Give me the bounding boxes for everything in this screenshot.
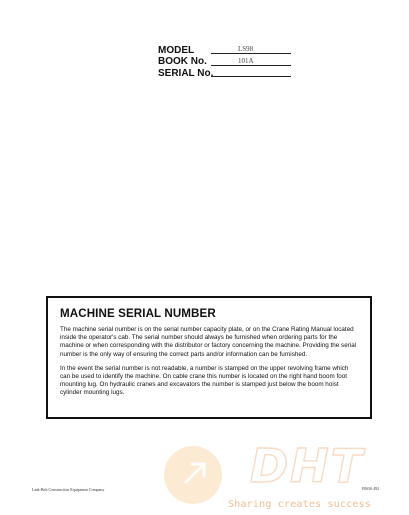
book-number-row — [158, 56, 298, 68]
watermark-logo-text: DHT — [250, 442, 365, 486]
serial-box-paragraph-2: In the event the serial number is not readable, a number is stamped on the upper revolving frame which can be used to identify the machine. On cable crane this number is located on the right hand boom foot mounting lug. On hydraulic cranes and excavators the number is stamped just below the boom hoist cylinder mounting lugs. — [60, 364, 349, 397]
arrow-up-right-icon — [180, 458, 210, 488]
model-row — [158, 44, 298, 56]
watermark-tagline: Sharing creates success — [228, 499, 372, 510]
serial-number-row — [158, 67, 298, 79]
serial-number-field — [211, 68, 291, 77]
book-number-label: BOOK No. — [158, 56, 207, 67]
model-field: LS98 — [211, 45, 291, 54]
serial-number-label: SERIAL No. — [158, 67, 214, 79]
machine-serial-number-box — [46, 296, 372, 419]
serial-box-paragraph-1: The machine serial number is on the serial number capacity plate, or on the Crane Rating Manual located inside the operator's cab. The serial number should always be furnished when ordering parts for the machine or when corresponding with the distributor or factory concerning the machine. Providing the serial number is the only way of ensuring the correct parts and/or information can be furnished. — [60, 326, 357, 358]
book-number-field: 101A — [211, 57, 291, 66]
footer-form-number: F0656 492 — [362, 486, 380, 491]
model-label: MODEL — [158, 44, 195, 56]
serial-box-title: MACHINE SERIAL NUMBER — [60, 307, 216, 320]
watermark-logo — [250, 442, 400, 486]
watermark — [160, 440, 400, 515]
machine-info-fields — [158, 44, 298, 79]
footer-company: Link-Belt Construction Equipment Company — [32, 487, 105, 492]
watermark-circle — [164, 446, 222, 504]
